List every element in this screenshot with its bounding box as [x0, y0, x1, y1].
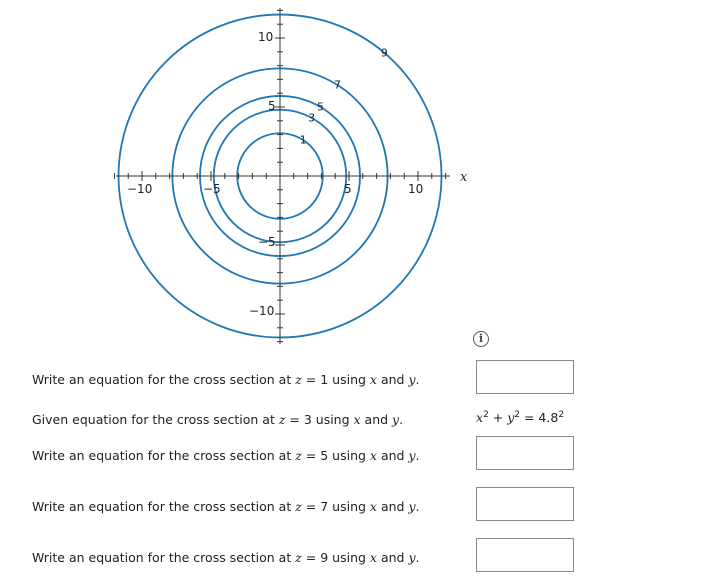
question-text: using: [328, 499, 370, 514]
eq-exp: 2: [483, 410, 489, 420]
var-x: x: [353, 412, 361, 427]
question-text: and: [376, 550, 409, 565]
question-text: .: [399, 412, 404, 427]
question-z7: Write an equation for the cross section at z = 7 using x and y.: [32, 499, 420, 514]
question-z1: Write an equation for the cross section at z = 1 using x and y.: [32, 372, 420, 387]
answer-input-z7[interactable]: [476, 487, 574, 521]
var-y: y: [408, 499, 416, 514]
info-icon[interactable]: i: [473, 331, 489, 347]
question-text: and: [376, 448, 409, 463]
tick-label-y-neg10: −10: [249, 304, 275, 318]
contour-labels: [300, 46, 388, 146]
x-axis-label: x: [460, 170, 468, 185]
question-text: .: [415, 550, 420, 565]
question-text: and: [376, 499, 409, 514]
tick-label-y-pos5: 5: [268, 99, 276, 113]
question-text: using: [328, 448, 370, 463]
answer-input-z1[interactable]: [476, 360, 574, 394]
z-value: 9: [320, 550, 329, 565]
question-text: .: [415, 499, 420, 514]
question-text: .: [415, 448, 420, 463]
var-z: z: [295, 372, 302, 387]
z-value: 3: [303, 412, 312, 427]
tick-label-x-neg10: −10: [127, 182, 153, 196]
var-z: z: [278, 412, 286, 427]
axes: [116, 8, 450, 344]
question-text: .: [415, 372, 420, 387]
var-y: y: [408, 372, 416, 387]
answer-input-z9[interactable]: [476, 538, 574, 572]
eq-x: x: [476, 410, 484, 426]
contour-label-z7: 7: [334, 78, 342, 92]
var-x: x: [369, 372, 377, 387]
contour-label-z1: 1: [299, 133, 307, 147]
tick-label-x-pos5: 5: [344, 182, 352, 196]
question-text: Write an equation for the cross section at: [32, 499, 296, 514]
var-x: x: [369, 550, 377, 565]
question-text: using: [328, 372, 370, 387]
question-text: using: [328, 550, 370, 565]
question-z5: Write an equation for the cross section at z = 5 using x and y.: [32, 448, 420, 463]
contour-label-z3: 3: [308, 111, 316, 125]
answer-input-z5[interactable]: [476, 436, 574, 470]
question-text: Write an equation for the cross section at: [32, 372, 296, 387]
eq-y: y: [507, 410, 515, 426]
var-z: z: [295, 448, 302, 463]
question-text: and: [360, 412, 393, 427]
contour-label-z9: 9: [380, 46, 388, 60]
var-y: y: [392, 412, 400, 427]
tick-label-x-neg5: −5: [203, 182, 221, 196]
question-z3: Given equation for the cross section at z = 3 using x and y.: [32, 412, 404, 427]
var-z: z: [295, 499, 302, 514]
z-value: 1: [320, 372, 329, 387]
eq-plus: +: [488, 410, 508, 426]
var-x: x: [369, 499, 377, 514]
question-text: Write an equation for the cross section at: [32, 448, 296, 463]
contour-label-z5: 5: [317, 100, 325, 114]
z-value: 7: [320, 499, 329, 514]
var-y: y: [408, 448, 416, 463]
given-equation: [476, 410, 564, 425]
var-y: y: [408, 550, 416, 565]
question-text: Write an equation for the cross section at: [32, 550, 296, 565]
question-text: and: [376, 372, 409, 387]
eq-exp: 2: [514, 410, 521, 420]
question-z9: Write an equation for the cross section at z = 9 using x and y.: [32, 550, 420, 565]
var-z: z: [295, 550, 302, 565]
tick-label-y-neg5: −5: [258, 235, 276, 249]
question-text: using: [311, 412, 354, 427]
z-value: 5: [320, 448, 329, 463]
tick-label-x-pos10: 10: [408, 182, 424, 196]
tick-label-y-pos10: 10: [258, 30, 274, 44]
eq-rhs-exp: 2: [558, 410, 565, 420]
var-x: x: [369, 448, 377, 463]
question-text: Given equation for the cross section at: [32, 412, 279, 427]
eq-rhs: = 4.8: [520, 410, 559, 426]
